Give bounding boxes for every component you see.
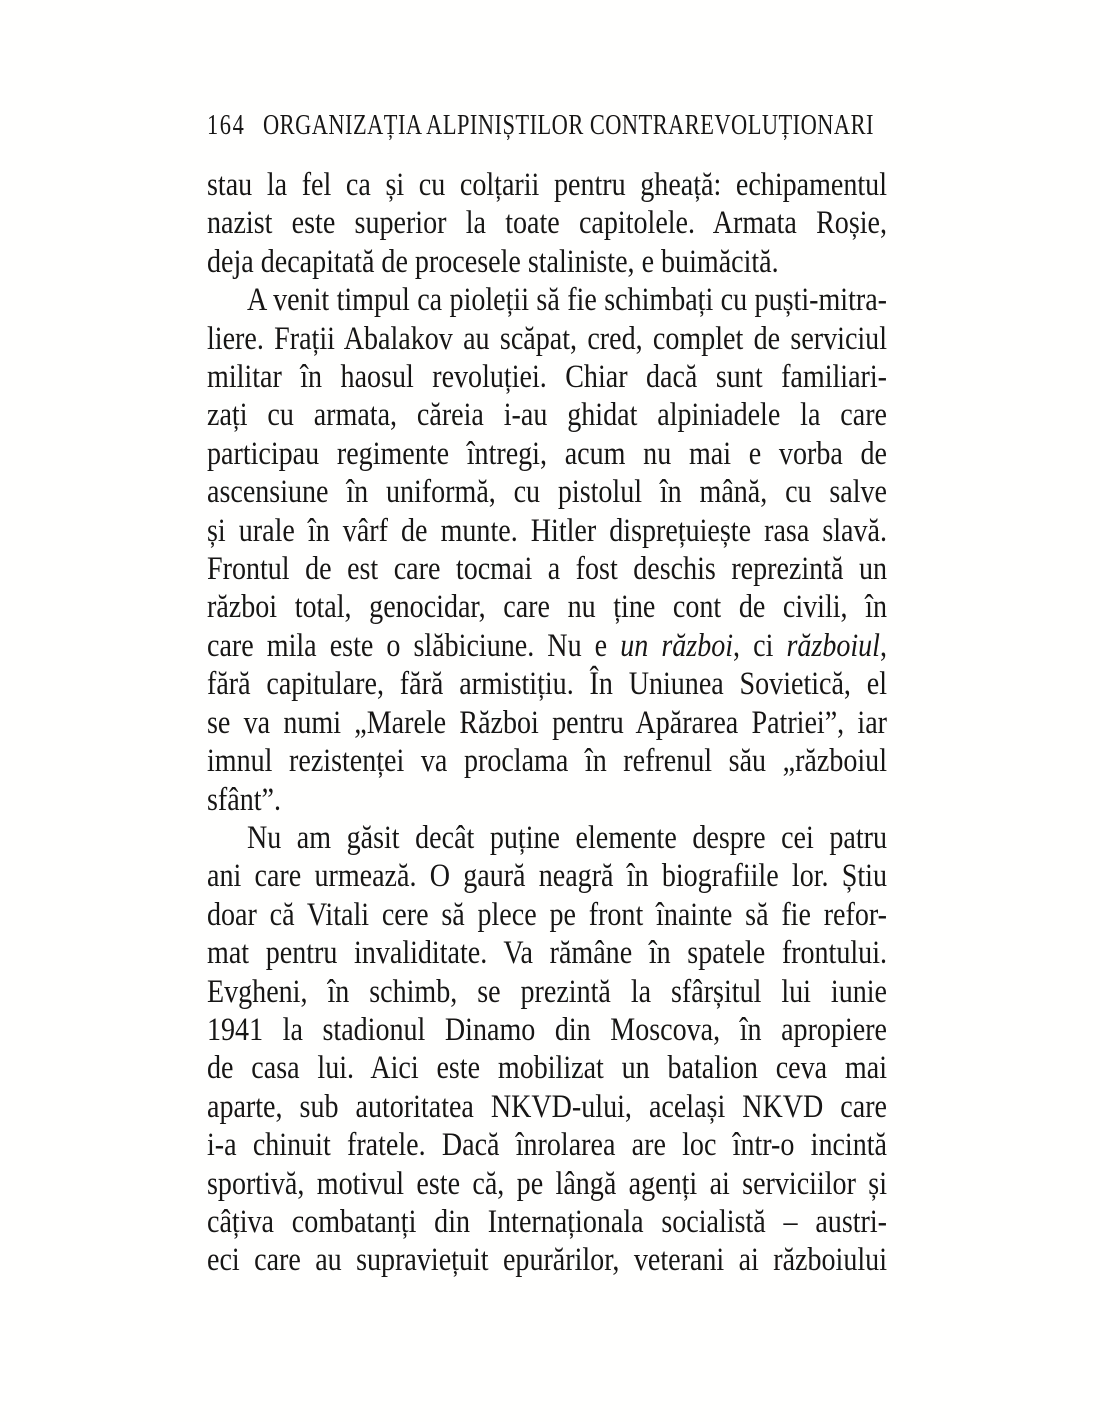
text-line: participau regimente întregi, acum nu mai e vorba de — [207, 435, 887, 472]
running-header-inner — [207, 110, 874, 142]
text-line: militar în haosul revoluției. Chiar dacă sunt familiari- — [207, 359, 887, 396]
body-text — [207, 166, 887, 1280]
text-line: nazist este superior la toate capitolele. Armata Roșie, — [207, 205, 887, 242]
text-line: stau la fel ca și cu colțarii pentru gheață: echipamentul — [207, 167, 887, 203]
text-line: și urale în vârf de munte. Hitler disprețuiește rasa slavă. — [207, 512, 887, 549]
text-line: aparte, sub autoritatea NKVD-ului, același NKVD care — [207, 1088, 887, 1125]
text-line: Nu am găsit decât puține elemente despre cei patru — [246, 819, 887, 856]
text-line: A venit timpul ca pioleții să fie schimbați cu puști-mitra- — [246, 282, 887, 319]
paragraph — [207, 819, 887, 1280]
text-line: zați cu armata, căreia i-au ghidat alpiniadele la care — [207, 397, 887, 434]
text-line: care mila este o slăbiciune. Nu e un război, ci războiul, — [207, 627, 887, 664]
text-line: liere. Frații Abalakov au scăpat, cred, complet de serviciul — [207, 320, 887, 357]
text-line: mat pentru invaliditate. Va rămâne în spatele frontului. — [207, 935, 887, 972]
running-header-title: ORGANIZAȚIA ALPINIȘTILOR CONTRAREVOLUȚIONARI — [263, 110, 874, 141]
text-line: sfânt”. — [207, 781, 281, 818]
text-line: i-a chinuit fratele. Dacă înrolarea are loc într-o incintă — [207, 1127, 887, 1164]
text-line: Evgheni, în schimb, se prezintă la sfârșitul lui iunie — [207, 973, 887, 1010]
text-line: război total, genocidar, care nu ține cont de civili, în — [207, 589, 887, 626]
text-line: ani care urmează. O gaură neagră în biografiile lor. Știu — [207, 858, 887, 895]
text-line: fără capitulare, fără armistițiu. În Uniunea Sovietică, el — [207, 666, 887, 703]
text-line: ascensiune în uniformă, cu pistolul în mână, cu salve — [207, 474, 887, 511]
running-header — [207, 110, 1041, 142]
text-line: eci care au supraviețuit epurărilor, veterani ai războiului — [207, 1242, 887, 1279]
paragraph — [207, 281, 887, 819]
text-line: Frontul de est care tocmai a fost deschis reprezintă un — [207, 551, 887, 588]
text-line: se va numi „Marele Război pentru Apărarea Patriei”, iar — [207, 704, 887, 741]
text-line: deja decapitată de procesele staliniste, e buimăcită. — [207, 243, 779, 280]
paragraph — [207, 166, 887, 281]
text-block — [207, 166, 887, 1280]
text-line: de casa lui. Aici este mobilizat un batalion ceva mai — [207, 1050, 887, 1087]
text-line: doar că Vitali cere să plece pe front înainte să fie refor- — [207, 896, 887, 933]
text-line: imnul rezistenței va proclama în refrenul său „războiul — [207, 743, 887, 780]
text-line: câțiva combatanți din Internaționala socialistă – austri- — [207, 1203, 887, 1240]
text-line: sportivă, motivul este că, pe lângă agenți ai serviciilor și — [207, 1165, 887, 1202]
text-line: 1941 la stadionul Dinamo din Moscova, în apropiere — [207, 1011, 887, 1048]
page-number: 164 — [207, 110, 246, 141]
